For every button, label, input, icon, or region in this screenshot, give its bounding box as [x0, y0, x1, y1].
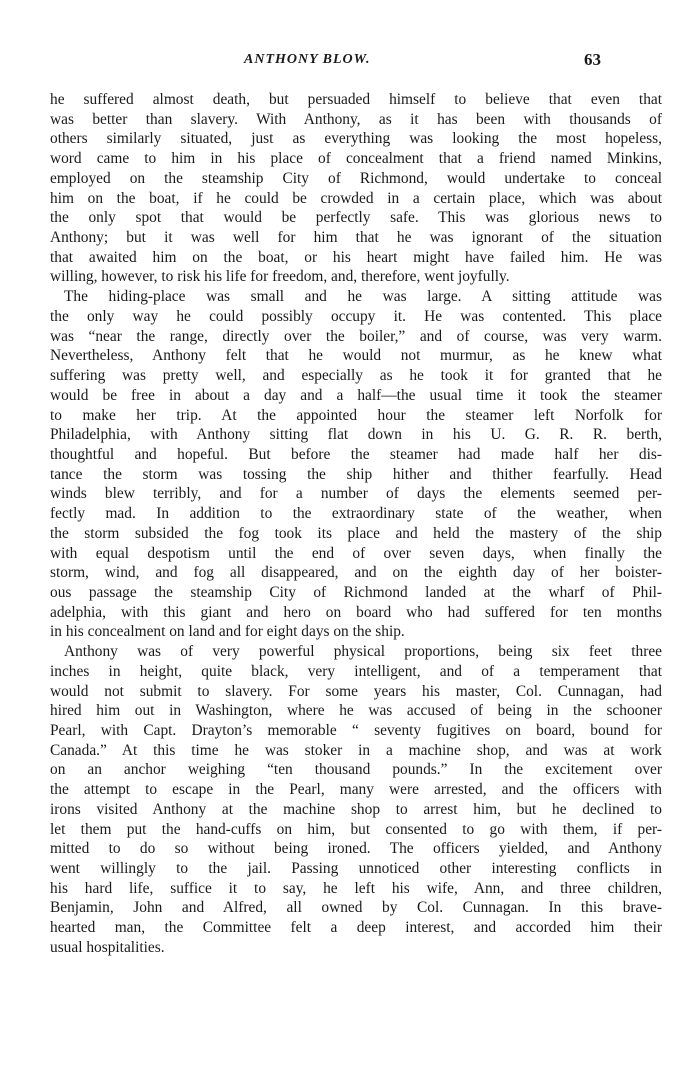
text-line: in his concealment on land and for eight days on the ship.	[50, 623, 405, 641]
text-line: Nevertheless, Anthony felt that he would not murmur, as he knew what	[50, 347, 662, 365]
text-line: him on the boat, if he could be crowded in a certain place, which was about	[50, 189, 662, 207]
paragraph	[50, 642, 662, 958]
text-line: on an anchor weighing “ten thousand pounds.” In the excitement over	[50, 761, 662, 779]
paragraph	[50, 90, 662, 287]
text-line: irons visited Anthony at the machine shop to arrest him, but he declined to	[50, 800, 662, 818]
running-title: ANTHONY BLOW.	[244, 52, 371, 67]
text-line: would be free in about a day and a half—the usual time it took the steamer	[50, 386, 662, 404]
text-line: was better than slavery. With Anthony, as it has been with thousands of	[50, 110, 662, 128]
text-line: to make her trip. At the appointed hour the steamer left Norfolk for	[50, 406, 662, 424]
text-line: hearted man, the Committee felt a deep interest, and accorded him their	[50, 919, 662, 937]
text-line: winds blew terribly, and for a number of days the elements seemed per-	[50, 485, 662, 503]
text-line: thoughtful and hopeful. But before the steamer had made half her dis-	[50, 445, 662, 463]
text-line: Canada.” At this time he was stoker in a machine shop, and was at work	[50, 741, 662, 759]
text-line: inches in height, quite black, very intelligent, and of a temperament that	[50, 662, 662, 680]
text-line: the storm subsided the fog took its place and held the mastery of the ship	[50, 524, 662, 542]
text-line: with equal despotism until the end of over seven days, when finally the	[50, 544, 662, 562]
text-line: storm, wind, and fog all disappeared, and on the eighth day of her boister-	[50, 564, 662, 582]
text-line: would not submit to slavery. For some years his master, Col. Cunnagan, had	[50, 682, 662, 700]
text-line: usual hospitalities.	[50, 938, 165, 956]
text-line: suffering was pretty well, and especially as he took it for granted that he	[50, 367, 662, 385]
text-line: Anthony; but it was well for him that he was ignorant of the situation	[50, 229, 662, 247]
text-line: his hard life, suffice it to say, he left his wife, Ann, and three children,	[50, 879, 662, 897]
text-line: Pearl, with Capt. Drayton’s memorable “ seventy fugitives on board, bound for	[50, 722, 662, 739]
text-line: others similarly situated, just as everything was looking the most hopeless,	[50, 130, 662, 148]
text-line: the only way he could possibly occupy it. He was contented. This place	[50, 307, 662, 325]
text-line: Philadelphia, with Anthony sitting flat down in his U. G. R. R. berth,	[50, 426, 662, 444]
page-number: 63	[584, 50, 601, 69]
text-line: The hiding-place was small and he was large. A sitting attitude was	[64, 288, 662, 306]
text-line: Anthony was of very powerful physical proportions, being six feet three	[64, 643, 662, 661]
text-line: was “near the range, directly over the boiler,” and of course, was very warm.	[50, 327, 662, 345]
text-line: mitted to do so without being ironed. The officers yielded, and Anthony	[50, 840, 662, 858]
text-line: tance the storm was tossing the ship hither and thither fearfully. Head	[50, 465, 662, 483]
page-header	[0, 50, 700, 74]
text-line: the attempt to escape in the Pearl, many were arrested, and the officers with	[50, 781, 662, 799]
text-line: hired him out in Washington, where he was accused of being in the schooner	[50, 702, 662, 720]
paragraph	[50, 287, 662, 642]
page-body	[50, 90, 662, 958]
text-line: the only spot that would be perfectly safe. This was glorious news to	[50, 209, 662, 227]
text-line: word came to him in his place of concealment that a friend named Minkins,	[50, 150, 662, 168]
text-line: let them put the hand-cuffs on him, but consented to go with them, if per-	[50, 820, 662, 838]
text-line: he suffered almost death, but persuaded himself to believe that even that	[50, 91, 662, 108]
text-line: ous passage the steamship City of Richmond landed at the wharf of Phil-	[50, 583, 662, 601]
text-line: willing, however, to risk his life for freedom, and, therefore, went joyfully.	[50, 268, 510, 286]
text-line: went willingly to the jail. Passing unnoticed other interesting conflicts in	[50, 860, 662, 878]
text-line: Benjamin, John and Alfred, all owned by Col. Cunnagan. In this brave-	[50, 899, 662, 917]
text-line: employed on the steamship City of Richmond, would undertake to conceal	[50, 169, 662, 187]
text-line: adelphia, with this giant and hero on board who had suffered for ten months	[50, 603, 662, 621]
text-line: fectly mad. In addition to the extraordinary state of the weather, when	[50, 505, 662, 523]
text-line: that awaited him on the boat, or his heart might have failed him. He was	[50, 248, 662, 266]
